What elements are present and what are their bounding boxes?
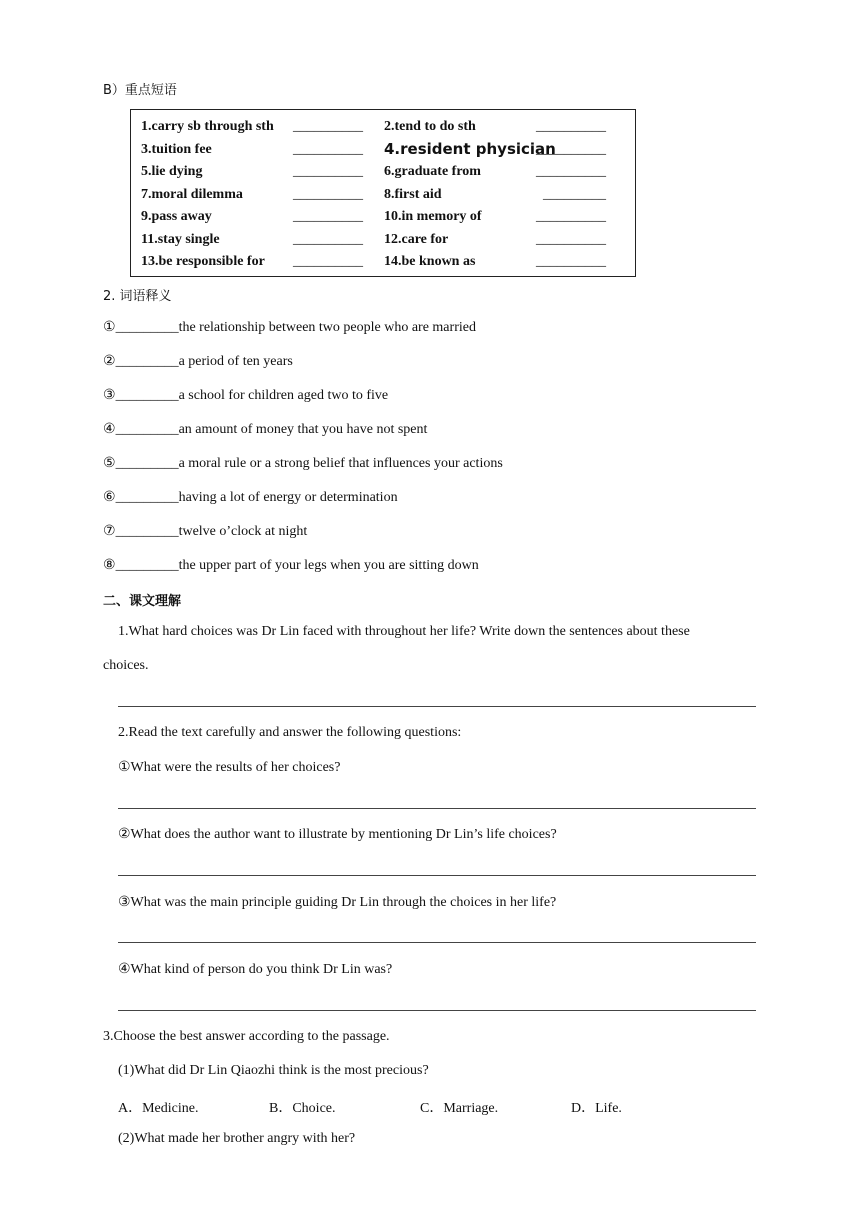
sub-question-3: ③What was the main principle guiding Dr Lin through the choices in her life? <box>118 895 557 910</box>
definition-item <box>103 353 293 370</box>
definition-number: ③ <box>103 388 116 403</box>
phrase-3: 3.tuition fee <box>141 142 212 157</box>
phrase-13: 13.be responsible for <box>141 254 265 269</box>
answer-line[interactable] <box>118 808 756 809</box>
phrase-12: 12.care for <box>384 232 449 247</box>
phrase-14: 14.be known as <box>384 254 476 269</box>
definition-blank[interactable]: _________ <box>115 524 179 539</box>
mc-question-1: (1)What did Dr Lin Qiaozhi think is the most precious? <box>118 1063 429 1078</box>
answer-line[interactable] <box>118 706 756 707</box>
phrase-7-blank[interactable]: __________ <box>293 187 363 202</box>
definition-blank[interactable]: _________ <box>115 490 179 505</box>
phrase-1-blank[interactable]: __________ <box>293 119 363 134</box>
definition-blank[interactable]: _________ <box>115 354 179 369</box>
phrase-9: 9.pass away <box>141 209 212 224</box>
phrase-7: 7.moral dilemma <box>141 187 243 202</box>
option-c[interactable]: C．Marriage. <box>420 1101 499 1116</box>
answer-line[interactable] <box>118 942 756 943</box>
definition-blank[interactable]: _________ <box>115 558 179 573</box>
phrase-8-blank[interactable]: _________ <box>543 187 606 202</box>
phrase-11-blank[interactable]: __________ <box>293 232 363 247</box>
phrase-6: 6.graduate from <box>384 164 481 179</box>
phrase-table <box>130 109 636 277</box>
phrase-2: 2.tend to do sth <box>384 119 476 134</box>
definition-text: having a lot of energy or determination <box>178 490 398 505</box>
answer-line[interactable] <box>118 875 756 876</box>
definition-item <box>103 489 398 506</box>
phrase-10-blank[interactable]: __________ <box>536 209 606 224</box>
phrase-14-blank[interactable]: __________ <box>536 254 606 269</box>
sub-question-1: ①What were the results of her choices? <box>118 760 341 775</box>
phrase-4: 4.resident physician <box>384 140 556 158</box>
definition-text: a moral rule or a strong belief that influences your actions <box>178 456 503 471</box>
question-1-line-2: choices. <box>103 658 149 673</box>
phrase-11: 11.stay single <box>141 232 220 247</box>
phrase-5: 5.lie dying <box>141 164 203 179</box>
phrase-6-blank[interactable]: __________ <box>536 164 606 179</box>
answer-line[interactable] <box>118 1010 756 1011</box>
phrase-3-blank[interactable]: __________ <box>293 142 363 157</box>
definition-item <box>103 421 427 438</box>
section-2-title: 2. 词语释义 <box>103 289 172 304</box>
phrase-10: 10.in memory of <box>384 209 482 224</box>
definition-text: the upper part of your legs when you are sitting down <box>178 558 479 573</box>
option-b[interactable]: B．Choice. <box>269 1101 336 1116</box>
option-d[interactable]: D．Life. <box>571 1101 622 1116</box>
definition-blank[interactable]: _________ <box>115 388 179 403</box>
section-b-title: B）重点短语 <box>103 83 177 98</box>
definition-number: ⑥ <box>103 490 116 505</box>
phrase-8: 8.first aid <box>384 187 442 202</box>
phrase-2-blank[interactable]: __________ <box>536 119 606 134</box>
definition-blank[interactable]: _________ <box>115 422 179 437</box>
definition-number: ⑧ <box>103 558 116 573</box>
part-2-title: 二、课文理解 <box>103 594 182 609</box>
definition-number: ② <box>103 354 116 369</box>
definition-item <box>103 319 476 336</box>
definition-text: a school for children aged two to five <box>178 388 389 403</box>
sub-question-2: ②What does the author want to illustrate by mentioning Dr Lin’s life choices? <box>118 827 557 842</box>
mc-question-2: (2)What made her brother angry with her? <box>118 1131 356 1146</box>
definition-text: twelve o’clock at night <box>178 524 308 539</box>
definition-blank[interactable]: _________ <box>115 456 179 471</box>
phrase-1: 1.carry sb through sth <box>141 119 274 134</box>
definition-item <box>103 557 479 574</box>
phrase-4-blank[interactable]: __________ <box>536 142 606 157</box>
question-1-line-1: 1.What hard choices was Dr Lin faced with throughout her life? Write down the sentences about these <box>118 624 690 639</box>
sub-question-4: ④What kind of person do you think Dr Lin was? <box>118 962 393 977</box>
definition-item <box>103 523 307 540</box>
definition-text: an amount of money that you have not spent <box>178 422 428 437</box>
question-3-intro: 3.Choose the best answer according to the passage. <box>103 1029 390 1044</box>
question-2-intro: 2.Read the text carefully and answer the following questions: <box>118 725 462 740</box>
definition-blank[interactable]: _________ <box>115 320 179 335</box>
definition-item <box>103 387 388 404</box>
definition-item <box>103 455 503 472</box>
definition-number: ⑦ <box>103 524 116 539</box>
definition-number: ① <box>103 320 116 335</box>
definition-number: ⑤ <box>103 456 116 471</box>
definition-number: ④ <box>103 422 116 437</box>
option-a[interactable]: A．Medicine. <box>118 1101 199 1116</box>
phrase-13-blank[interactable]: __________ <box>293 254 363 269</box>
phrase-5-blank[interactable]: __________ <box>293 164 363 179</box>
definition-text: a period of ten years <box>178 354 293 369</box>
phrase-12-blank[interactable]: __________ <box>536 232 606 247</box>
definition-text: the relationship between two people who are married <box>178 320 476 335</box>
phrase-9-blank[interactable]: __________ <box>293 209 363 224</box>
